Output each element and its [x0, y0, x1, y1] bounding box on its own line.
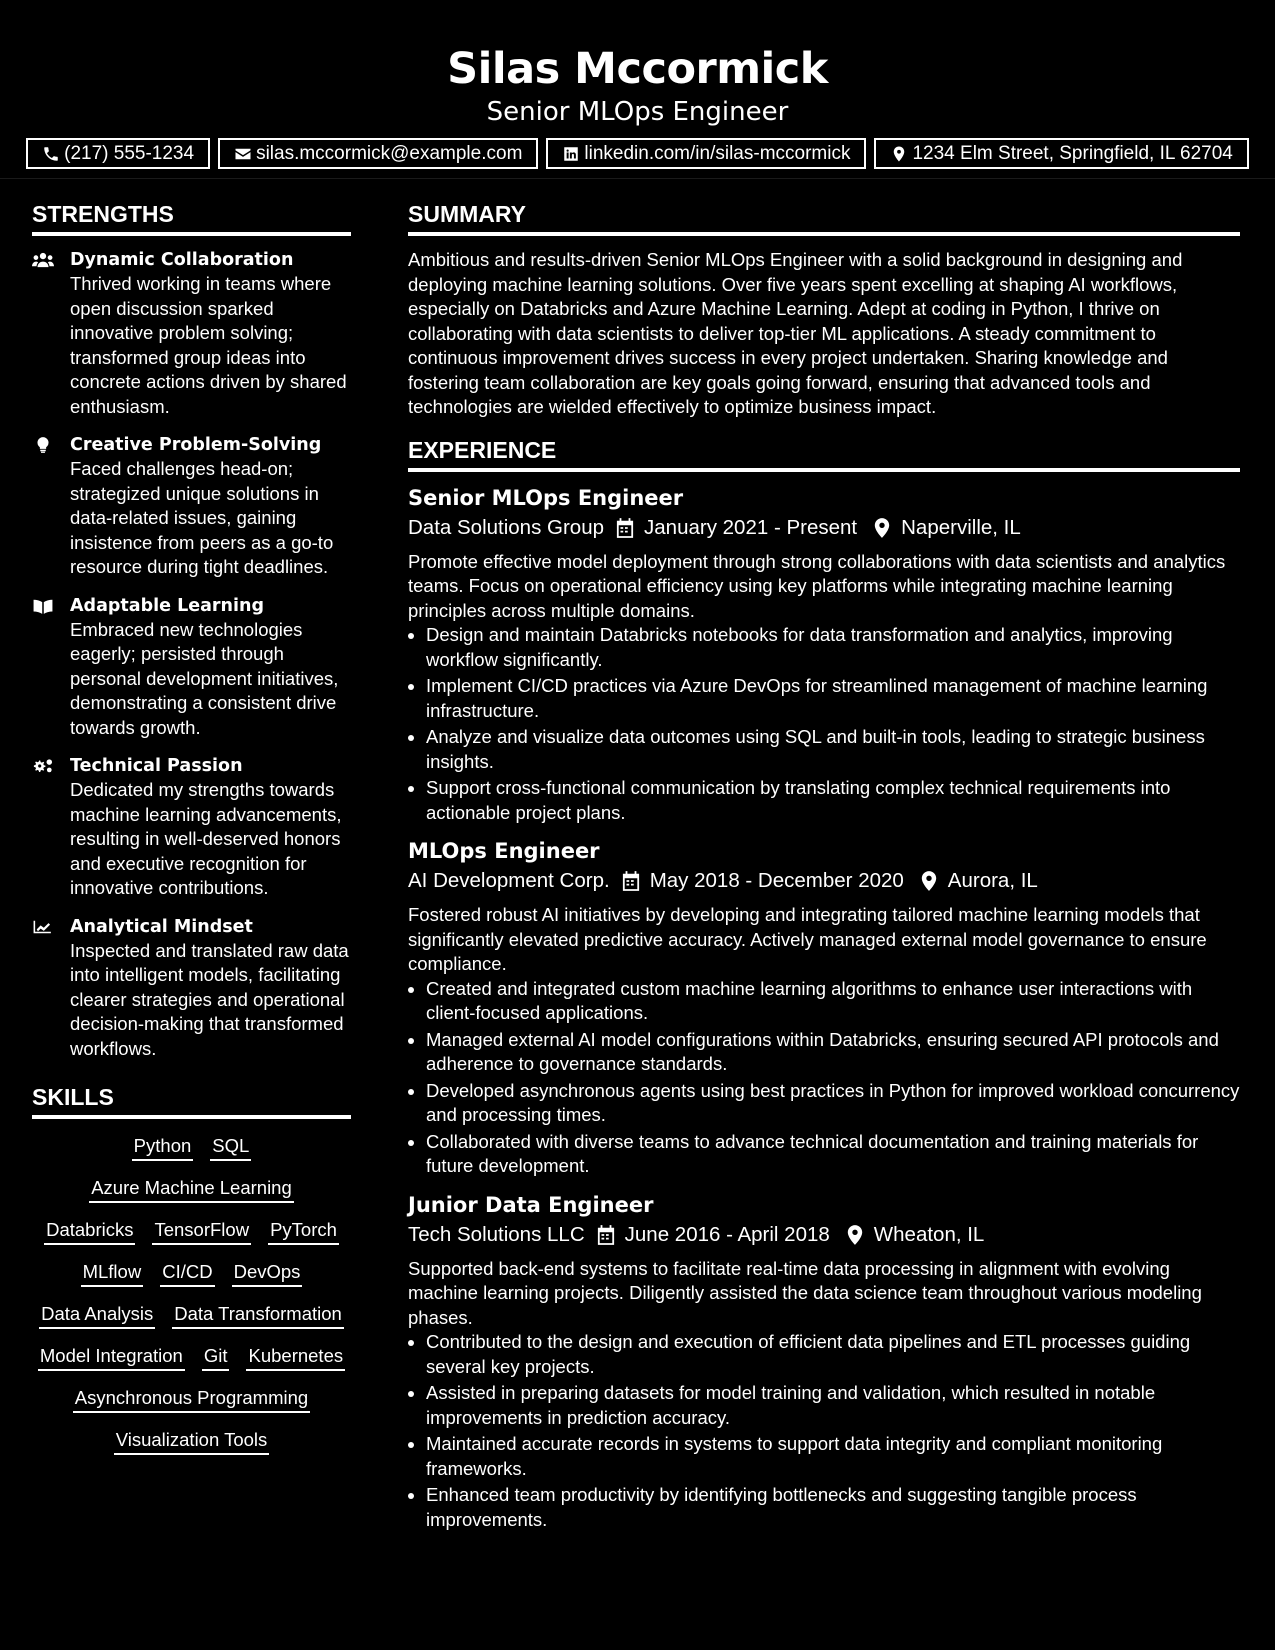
strength-title: Adaptable Learning — [70, 595, 264, 616]
job-bullets — [408, 623, 1240, 825]
job-bullet: • Implement CI/CD practices via Azure DevOps for streamlined management of machine learning infrastructure. — [426, 674, 1240, 723]
job-bullet: • Developed asynchronous agents using best practices in Python for improved workload concurrency and processing times. — [426, 1079, 1240, 1128]
strength-title: Dynamic Collaboration — [70, 250, 294, 270]
strength-item — [32, 248, 351, 419]
job-location: Wheaton, IL — [873, 1222, 985, 1246]
skill-tag: PyTorch — [268, 1217, 339, 1245]
email-text: silas.mccormick@example.com — [256, 142, 523, 164]
linkedin-icon — [562, 145, 580, 163]
skill-tag: TensorFlow — [152, 1217, 251, 1245]
contact-email[interactable] — [218, 138, 538, 169]
envelope-icon — [234, 145, 252, 163]
lightbulb-icon — [32, 436, 54, 454]
job-bullet: • Support cross-functional communication by translating complex technical requirements into actionable project plans. — [426, 776, 1240, 825]
skill-tag: Data Transformation — [172, 1301, 344, 1329]
calendar-icon — [597, 1225, 615, 1245]
job-bullet: • Maintained accurate records in systems to support data integrity and compliant monitoring frameworks. — [426, 1432, 1240, 1481]
summary-text: Ambitious and results-driven Senior MLOps Engineer with a solid background in designing and deploying machine learning solutions. Over five years spent excelling at shaping AI workflows, especially on Databricks and Azure Machine Learning. Adept at coding in Python, I thrive on collaborating with data scientists to deliver top-tier ML applications. A steady commitment to continuous improvement drives success in every project undertaken. Sharing knowledge and fostering team collaboration are key goals going forward, ensuring that advanced tools and technologies are wielded effectively to optimize business impact. — [408, 249, 1183, 417]
job-dates: January 2021 - Present — [644, 515, 858, 539]
job-company: Data Solutions Group — [408, 515, 605, 539]
job-bullet: • Design and maintain Databricks notebooks for data transformation and analytics, improving workflow significantly. — [426, 623, 1240, 672]
resume-header — [0, 0, 1275, 169]
experience-heading: EXPERIENCE — [408, 434, 1240, 472]
map-marker-icon — [846, 1225, 864, 1245]
job-bullets — [408, 977, 1240, 1179]
contact-address — [874, 138, 1248, 169]
strength-desc: Thrived working in teams where open discussion sparked innovative problem solving; transformed group ideas into concrete actions driven by shared enthusiasm. — [70, 273, 347, 417]
calendar-icon — [616, 518, 634, 538]
users-icon — [32, 251, 54, 269]
left-column — [32, 198, 351, 1469]
job-company: Tech Solutions LLC — [408, 1222, 585, 1246]
skill-tag: Kubernetes — [246, 1343, 345, 1371]
candidate-name: Silas Mccormick — [447, 44, 828, 94]
skill-tag: Data Analysis — [39, 1301, 155, 1329]
job-bullet: • Managed external AI model configurations within Databricks, ensuring secured API protocols and adherence to governance standards. — [426, 1028, 1240, 1077]
job-meta — [408, 865, 1240, 897]
job-bullet: • Created and integrated custom machine learning algorithms to enhance user interactions with client-focused applications. — [426, 977, 1240, 1026]
job-company: AI Development Corp. — [408, 869, 610, 892]
skill-tag: Git — [202, 1343, 230, 1371]
strength-desc: Dedicated my strengths towards machine learning advancements, resulting in well-deserved honors and executive recognition for innovative contributions. — [70, 779, 342, 898]
contact-bar — [0, 138, 1275, 169]
right-column — [408, 198, 1240, 1544]
job-meta — [408, 1219, 1240, 1251]
linkedin-text: linkedin.com/in/silas-mccormick — [584, 142, 851, 164]
skill-tag: Asynchronous Programming — [73, 1385, 310, 1413]
skill-tag: Python — [132, 1133, 194, 1161]
contact-linkedin[interactable] — [546, 138, 866, 169]
map-marker-icon — [920, 871, 938, 891]
job-description: Promote effective model deployment through strong collaborations with data scientists and analytics teams. Focus on operational efficiency using key platforms while integrating machine learning principles across multiple domains. — [408, 550, 1226, 621]
strength-title: Creative Problem-Solving — [70, 435, 322, 455]
job-bullet: • Enhanced team productivity by identifying bottlenecks and suggesting tangible process improvements. — [426, 1483, 1240, 1532]
job-entry — [408, 837, 1240, 1179]
strength-desc: Inspected and translated raw data into intelligent models, facilitating clearer strategies and operational decision-making that transformed workflows. — [70, 939, 349, 1059]
job-description: Supported back-end systems to facilitate real-time data processing in alignment with evolving machine learning projects. Diligently assisted the data science team throughout various modeling phases. — [408, 1257, 1202, 1328]
skill-tag: Model Integration — [38, 1343, 185, 1371]
summary-heading: SUMMARY — [408, 198, 1240, 236]
header-divider — [0, 178, 1275, 179]
job-bullets — [408, 1330, 1240, 1532]
job-entry — [408, 1191, 1240, 1533]
map-marker-icon — [890, 145, 908, 163]
phone-icon — [42, 145, 60, 163]
book-open-icon — [32, 597, 54, 615]
job-description: Fostered robust AI initiatives by developing and integrating tailored machine learning models that significantly elevated predictive accuracy. Actively managed external model governance to ensure compliance. — [408, 904, 1207, 974]
strength-desc: Faced challenges head-on; strategized unique solutions in data-related issues, gaining insistence from peers as a go-to resource during tight deadlines. — [70, 458, 334, 577]
skill-tag: CI/CD — [160, 1259, 214, 1287]
skills-heading: SKILLS — [32, 1081, 351, 1119]
job-bullet: • Analyze and visualize data outcomes using SQL and built-in tools, leading to strategic business insights. — [426, 725, 1240, 774]
skill-tag: Visualization Tools — [114, 1427, 270, 1455]
job-dates: June 2016 - April 2018 — [624, 1222, 830, 1246]
calendar-icon — [622, 871, 640, 891]
address-text: 1234 Elm Street, Springfield, IL 62704 — [912, 142, 1233, 164]
strength-item — [32, 915, 351, 1062]
cogs-icon — [32, 757, 54, 775]
job-title: Junior Data Engineer — [408, 1192, 654, 1217]
skill-tag: Databricks — [44, 1217, 135, 1245]
job-location: Aurora, IL — [947, 869, 1038, 892]
job-entry — [408, 484, 1240, 826]
contact-phone[interactable] — [26, 138, 210, 169]
strength-title: Technical Passion — [70, 756, 243, 776]
job-title: MLOps Engineer — [408, 839, 600, 863]
job-location: Naperville, IL — [901, 515, 1021, 539]
job-meta — [408, 512, 1240, 544]
strength-item — [32, 754, 351, 901]
skills-list — [32, 1131, 351, 1455]
phone-text: (217) 555-1234 — [64, 142, 195, 164]
strengths-heading: STRENGTHS — [32, 198, 351, 236]
chart-line-icon — [32, 918, 54, 936]
job-title: Senior MLOps Engineer — [408, 485, 684, 510]
strength-desc: Embraced new technologies eagerly; persisted through personal development initiatives, demonstrating a consistent drive towards growth. — [70, 618, 339, 738]
job-bullet: • Collaborated with diverse teams to advance technical documentation and training materials for future development. — [426, 1130, 1240, 1179]
job-bullet: • Contributed to the design and execution of efficient data pipelines and ETL processes guiding several key projects. — [426, 1330, 1240, 1379]
skill-tag: DevOps — [232, 1259, 303, 1287]
candidate-title: Senior MLOps Engineer — [486, 97, 789, 127]
skill-tag: SQL — [210, 1133, 251, 1161]
strength-item — [32, 433, 351, 580]
job-dates: May 2018 - December 2020 — [649, 869, 904, 892]
job-bullet: • Assisted in preparing datasets for model training and validation, which resulted in notable improvements in prediction accuracy. — [426, 1381, 1240, 1430]
strength-title: Analytical Mindset — [70, 916, 253, 937]
skill-tag: Azure Machine Learning — [89, 1175, 294, 1203]
strength-item — [32, 594, 351, 741]
skill-tag: MLflow — [81, 1259, 144, 1287]
map-marker-icon — [873, 518, 891, 538]
